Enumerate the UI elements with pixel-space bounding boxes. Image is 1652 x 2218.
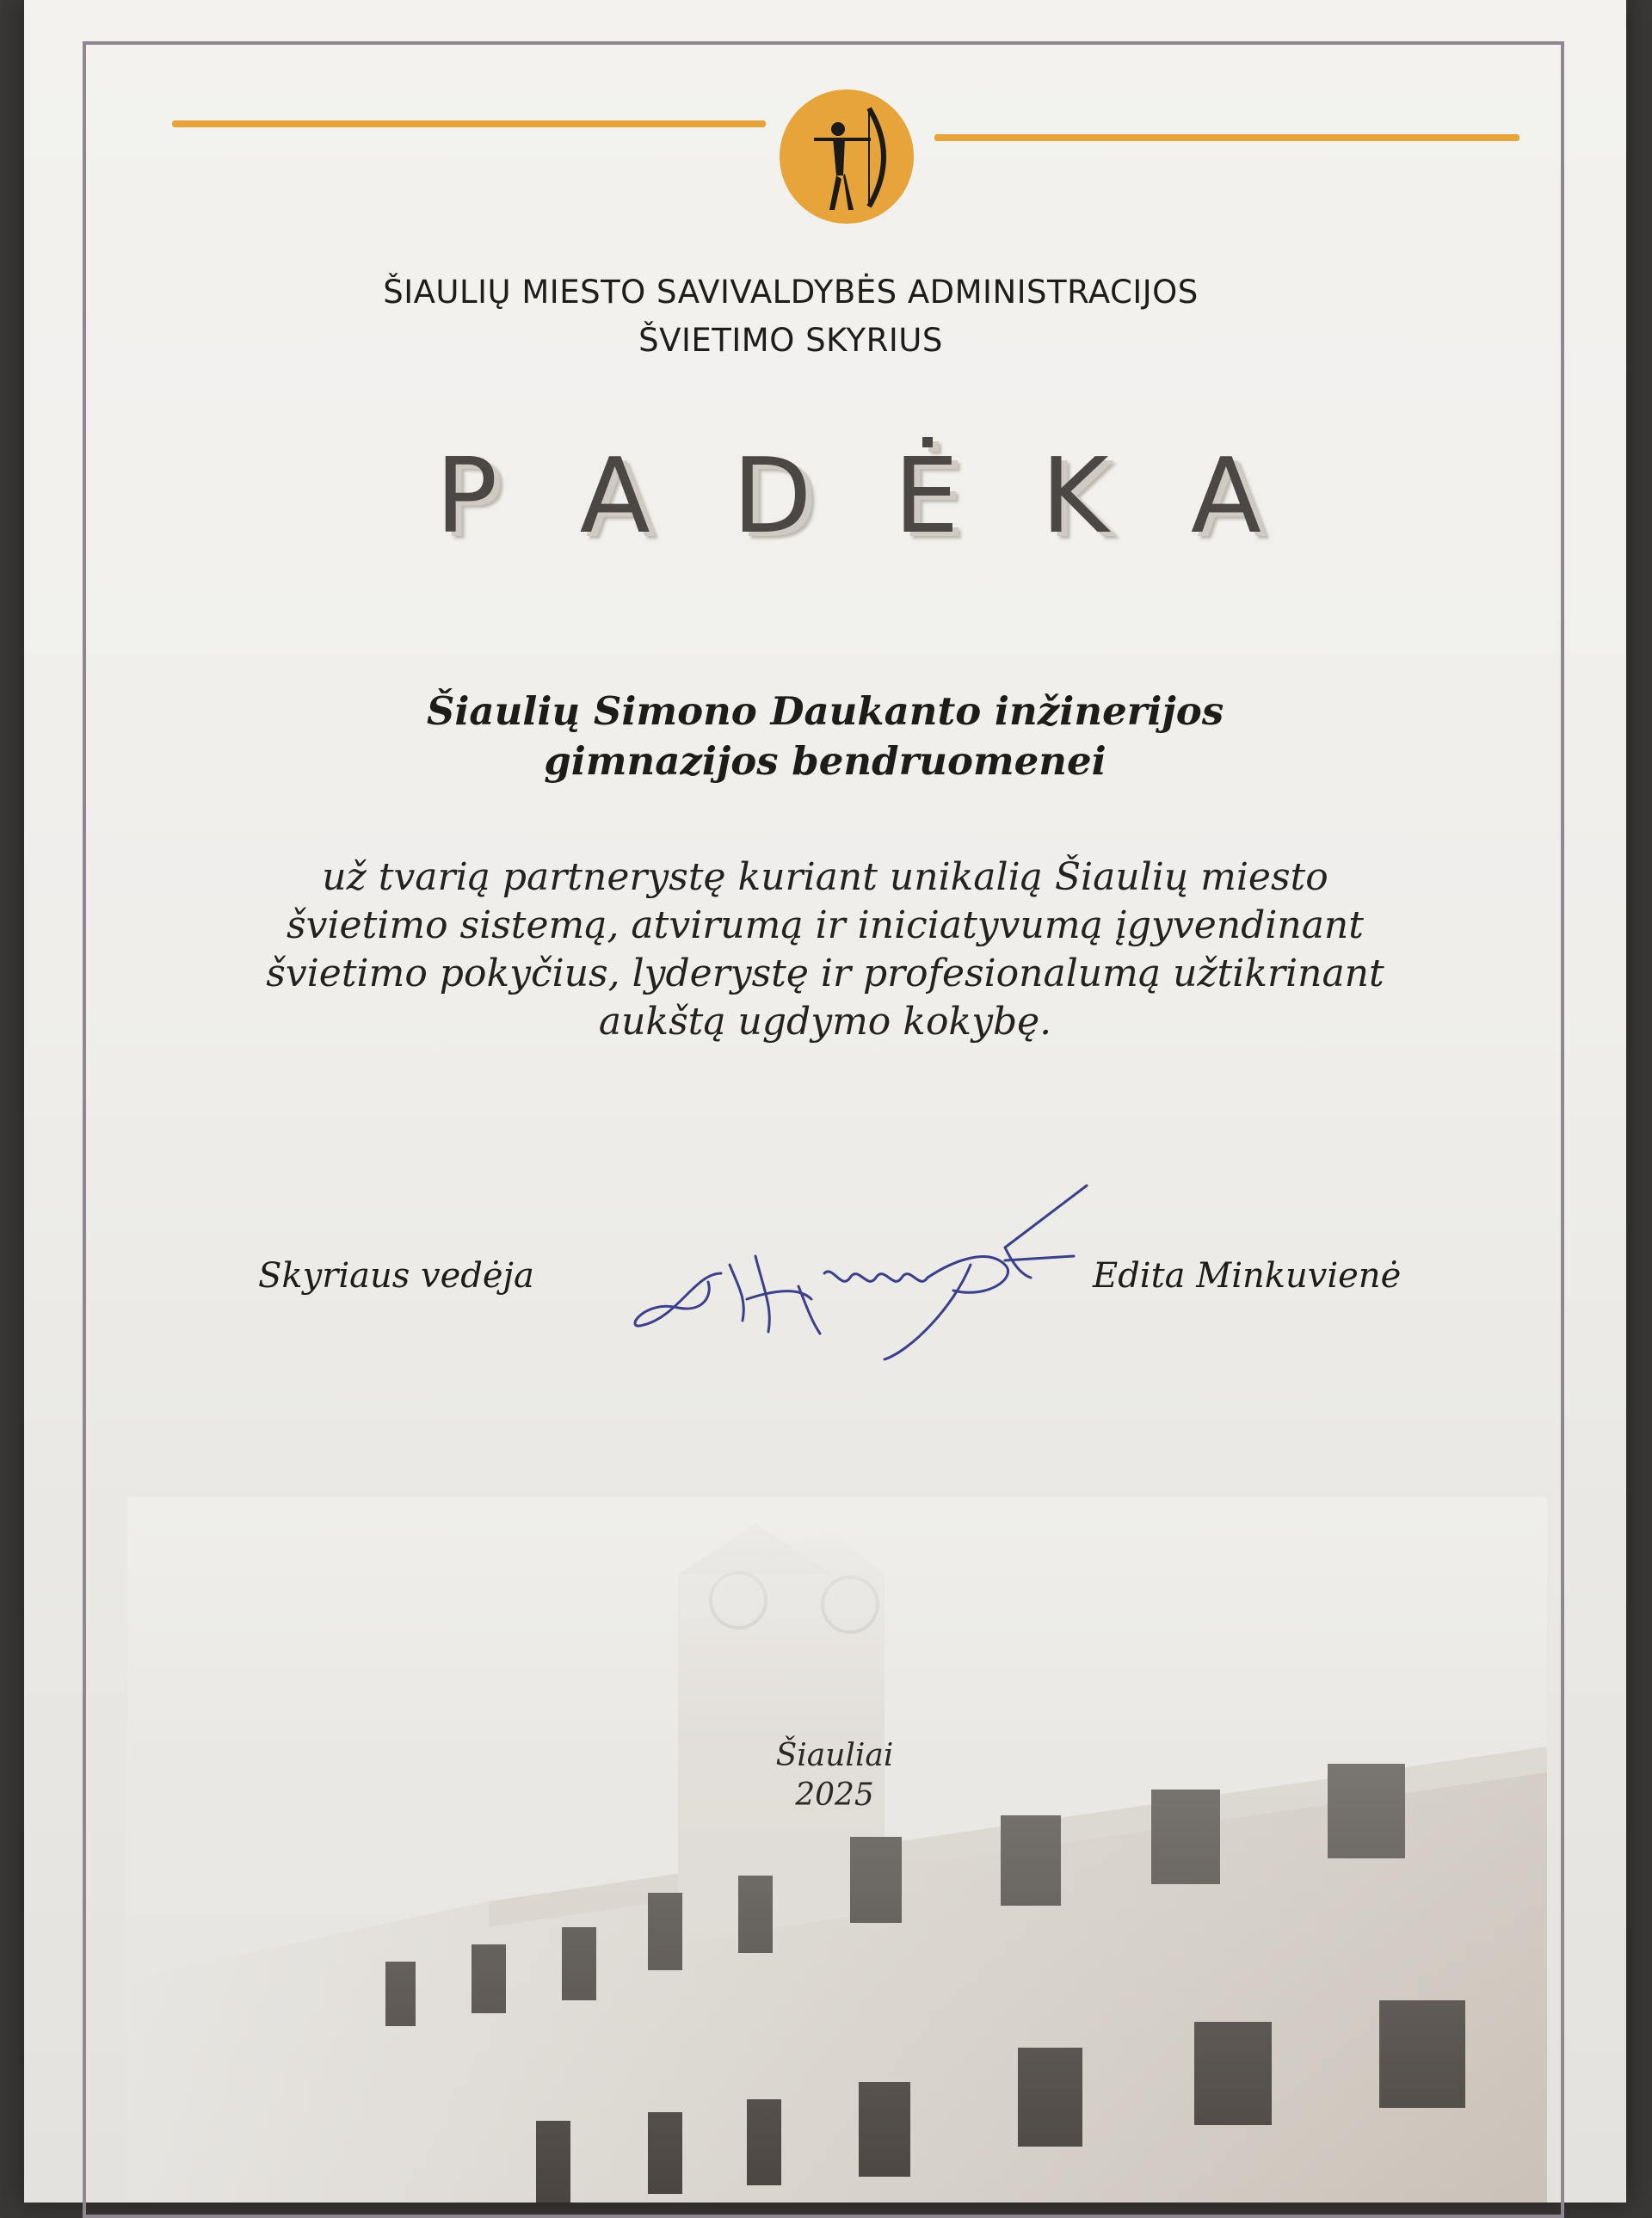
reason-line: už tvarią partnerystę kuriant unikalią Šiaulių miesto	[322, 855, 1328, 899]
title-letter: A	[1190, 437, 1261, 557]
year-text: 2025	[795, 1777, 874, 1813]
title-letter: K	[1040, 437, 1109, 557]
title-letter: D	[732, 437, 812, 557]
title-letter: P	[435, 437, 498, 557]
reason-text	[24, 853, 1626, 1046]
organization-name: ŠIAULIŲ MIESTO SAVIVALDYBĖS ADMINISTRACIJOS	[383, 274, 1199, 311]
school-building-illustration	[127, 1497, 1547, 2206]
signer-role: Skyriaus vedėja	[258, 1256, 534, 1296]
title-letter: A	[579, 437, 650, 557]
header-rule-right	[934, 134, 1519, 141]
recipient-line: Šiaulių Simono Daukanto inžinerijos	[426, 688, 1224, 734]
handwritten-signature	[626, 1179, 1091, 1371]
department-name: ŠVIETIMO SKYRIUS	[638, 322, 943, 359]
signer-name: Edita Minkuvienė	[1093, 1256, 1402, 1296]
reason-line: aukštą ugdymo kokybę.	[598, 1000, 1052, 1044]
recipient-text	[24, 687, 1626, 786]
city-text: Šiauliai	[775, 1738, 894, 1773]
header-rule-left	[172, 120, 766, 127]
title-letter: Ė	[893, 437, 959, 557]
certificate-title	[435, 437, 1261, 557]
archer-emblem-icon	[780, 89, 914, 224]
recipient-line: gimnazijos bendruomenei	[544, 738, 1106, 784]
certificate-paper	[24, 0, 1626, 2203]
reason-line: švietimo pokyčius, lyderystę ir profesionalumą užtikrinant	[266, 952, 1384, 995]
reason-line: švietimo sistemą, atvirumą ir iniciatyvumą įgyvendinant	[287, 903, 1364, 947]
place-and-date	[749, 1736, 921, 1815]
